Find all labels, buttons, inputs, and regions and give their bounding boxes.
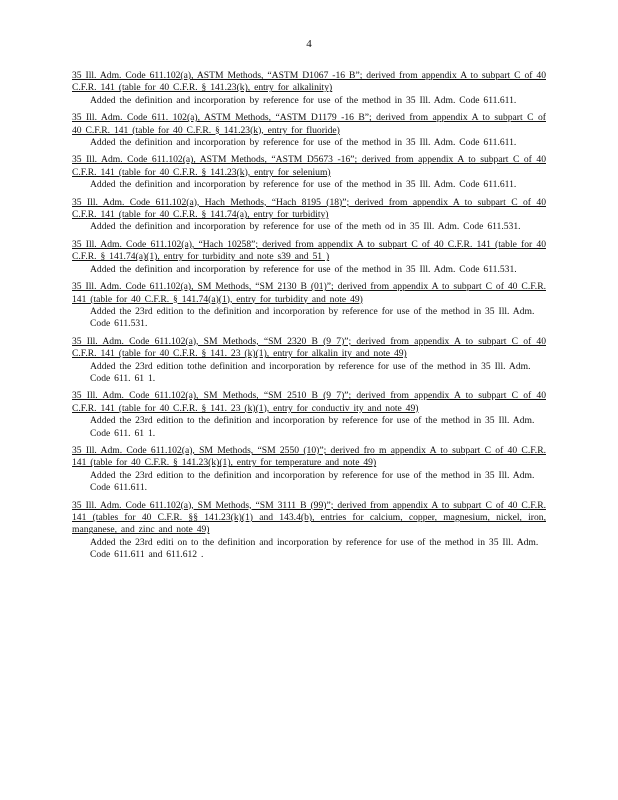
note-text: Added the 23rd edition to the definition and incorporation by reference for use of the method in 35 Ill. Adm. Code 611.531. bbox=[90, 305, 535, 330]
citation-text: 35 Ill. Adm. Code 611.102(a), SM Methods, “SM 3111 B (99)”; derived from appendix A to subpart C of 40 C.F.R. 141 (tables for 40 C.F.R. §§ 141.23(k)(1) and 143.4(b), entries for calcium, copper, magnesium, nickel, iron, manganese, and zinc and note 49) bbox=[72, 499, 546, 536]
entry-sm-3111-b bbox=[72, 500, 546, 562]
citation-text: 35 Ill. Adm. Code 611. 102(a), ASTM Methods, “ASTM D1179 -16 B”; derived from appendix A to subpart C of 40 C.F.R. 141 (table for 40 C.F.R. § 141.23(k), entry for fluoride) bbox=[72, 112, 546, 136]
citation-text: 35 Ill. Adm. Code 611.102(a), SM Methods, “SM 2130 B (01)”; derived from appendix A to subpart C of 40 C.F.R. 141 (table for 40 C.F.R. § 141.74(a)(1), entry for turbidity and note 49) bbox=[72, 281, 546, 305]
entry-hach-10258 bbox=[72, 239, 546, 276]
citation-text: 35 Ill. Adm. Code 611.102(a), “Hach 10258”; derived from appendix A to subpart C of 40 C.F.R. 141 (table for 40 C.F.R. § 141.74(a)(1), entry for turbidity and note s39 and 51 ) bbox=[72, 238, 546, 263]
citation-text: 35 Ill. Adm. Code 611.102(a), Hach Methods, “Hach 8195 (18)”; derived from appendix A to subpart C of 40 C.F.R. 141 (table for 40 C.F.R. § 141.74(a), entry for turbidity) bbox=[72, 196, 546, 221]
document-body bbox=[72, 70, 546, 567]
entry-sm-2130-b bbox=[72, 281, 546, 331]
page-number: 4 bbox=[306, 38, 312, 50]
entry-sm-2510-b bbox=[72, 390, 546, 440]
note-text: Added the definition and incorporation by reference for use of the method in 35 Ill. Adm. Code 611.611. bbox=[90, 137, 517, 149]
note-text: Added the 23rd edition tothe definition and incorporation by reference for use of the method in 35 Ill. Adm. Code 611. 61 1. bbox=[90, 360, 531, 384]
citation-text: 35 Ill. Adm. Code 611.102(a), ASTM Methods, “ASTM D5673 -16”; derived from appendix A to subpart C of 40 C.F.R. 141 (table for 40 C.F.R. § 141.23(k), entry for selenium) bbox=[72, 154, 546, 178]
note-text: Added the definition and incorporation by reference for use of the method in 35 Ill. Adm. Code 611.611. bbox=[90, 94, 517, 106]
entry-sm-2320-b bbox=[72, 336, 546, 386]
note-text: Added the definition and incorporation by reference for use of the method in 35 Ill. Adm. Code 611.611. bbox=[90, 179, 517, 191]
entry-hach-8195 bbox=[72, 197, 546, 234]
entry-astm-d1179 bbox=[72, 112, 546, 149]
note-text: Added the 23rd edition to the definition and incorporation by reference for use of the method in 35 Ill. Adm. Code 611. 61 1. bbox=[90, 415, 535, 439]
entry-astm-d5673 bbox=[72, 154, 546, 191]
entry-astm-d1067 bbox=[72, 70, 546, 107]
entry-sm-2550 bbox=[72, 445, 546, 495]
citation-text: 35 Ill. Adm. Code 611.102(a), ASTM Methods, “ASTM D1067 -16 B”; derived from appendix A to subpart C of 40 C.F.R. 141 (table for 40 C.F.R. § 141.23(k), entry for alkalinity) bbox=[72, 70, 546, 94]
citation-text: 35 Ill. Adm. Code 611.102(a), SM Methods, “SM 2510 B (9 7)”; derived from appendix A to subpart C of 40 C.F.R. 141 (table for 40 C.F.R. § 141. 23 (k)(1), entry for conductiv ity and note 49) bbox=[72, 390, 546, 414]
citation-text: 35 Ill. Adm. Code 611.102(a), SM Methods, “SM 2550 (10)”; derived fro m appendix A to subpart C of 40 C.F.R. 141 (table for 40 C.F.R. § 141.23(k)(1), entry for temperature and note 49) bbox=[72, 444, 546, 469]
note-text: Added the definition and incorporation by reference for use of the method in 35 Ill. Adm. Code 611.531. bbox=[90, 263, 517, 275]
note-text: Added the definition and incorporation by reference for use of the meth od in 35 Ill. Adm. Code 611.531. bbox=[90, 221, 521, 233]
citation-text: 35 Ill. Adm. Code 611.102(a), SM Methods, “SM 2320 B (9 7)”; derived from appendix A to subpart C of 40 C.F.R. 141 (table for 40 C.F.R. § 141. 23 (k)(1), entry for alkalin ity and note 49) bbox=[72, 335, 546, 360]
note-text: Added the 23rd edition to the definition and incorporation by reference for use of the method in 35 Ill. Adm. Code 611.611. bbox=[90, 469, 535, 494]
note-text: Added the 23rd editi on to the definition and incorporation by reference for use of the method in 35 Ill. Adm. Code 611.611 and 611.612 . bbox=[90, 536, 539, 561]
